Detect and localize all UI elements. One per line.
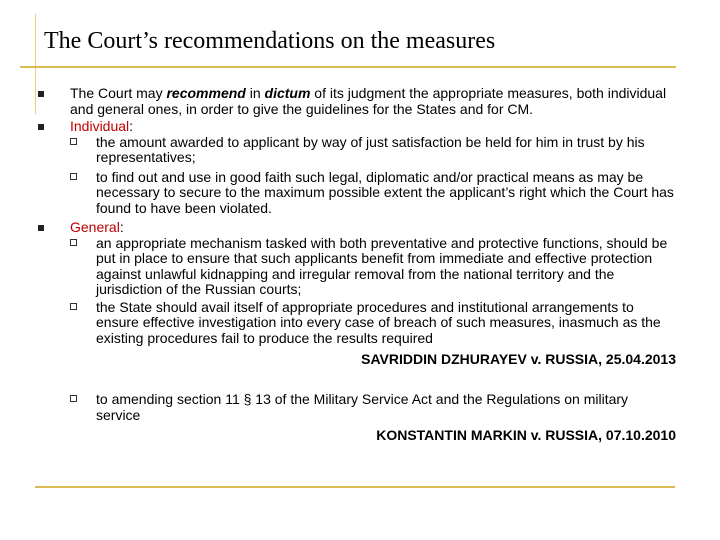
hollow-square-bullet-icon bbox=[70, 239, 77, 246]
sub-item-protective-mechanism: an appropriate mechanism tasked with both preventative and protective functions, should be put in place to ensure that such applicants benefit from immediate and effective protection against unlawful kidnapping and irregular removal from the national territory and the jurisdiction of the Russian courts; bbox=[0, 236, 675, 298]
hollow-square-bullet-icon bbox=[70, 173, 77, 180]
slide-body bbox=[0, 86, 720, 443]
square-bullet-icon bbox=[38, 225, 44, 231]
bullet-item-general: General: bbox=[0, 220, 675, 236]
general-label: General bbox=[70, 219, 120, 235]
hollow-square-bullet-icon bbox=[70, 303, 77, 310]
slide-title: The Court’s recommendations on the measures bbox=[44, 28, 496, 54]
title-underline bbox=[20, 66, 676, 68]
sub-item-good-faith-means: to find out and use in good faith such legal, diplomatic and/or practical means as may be necessary to secure to the maximum possible extent the applicant’s right which the Court has found to have been violated. bbox=[0, 170, 675, 217]
square-bullet-icon bbox=[38, 124, 44, 130]
hollow-square-bullet-icon bbox=[70, 138, 77, 145]
square-bullet-icon bbox=[38, 91, 44, 97]
hollow-square-bullet-icon bbox=[70, 395, 77, 402]
bullet-item-individual: Individual: bbox=[0, 119, 675, 135]
individual-label: Individual bbox=[70, 118, 130, 134]
sub-item-just-satisfaction: the amount awarded to applicant by way of just satisfaction be held for him in trust by his representatives; bbox=[0, 135, 675, 166]
sub-item-military-service-act: to amending section 11 § 13 of the Military Service Act and the Regulations on military service bbox=[0, 392, 675, 423]
sub-item-effective-investigation: the State should avail itself of appropriate procedures and institutional arrangements to ensure effective investigation into every case of breach of such measures, inasmuch as the existing procedures fail to produce the results required bbox=[0, 300, 675, 347]
bullet-item-recommend: The Court may recommend in dictum of its judgment the appropriate measures, both individual and general ones, in order to give the guidelines for the States and for CM. bbox=[0, 86, 675, 117]
footer-rule bbox=[35, 486, 675, 488]
case-citation-dzhurayev: SAVRIDDIN DZHURAYEV v. RUSSIA, 25.04.2013 bbox=[361, 351, 676, 367]
case-citation-markin: KONSTANTIN MARKIN v. RUSSIA, 07.10.2010 bbox=[376, 427, 676, 443]
